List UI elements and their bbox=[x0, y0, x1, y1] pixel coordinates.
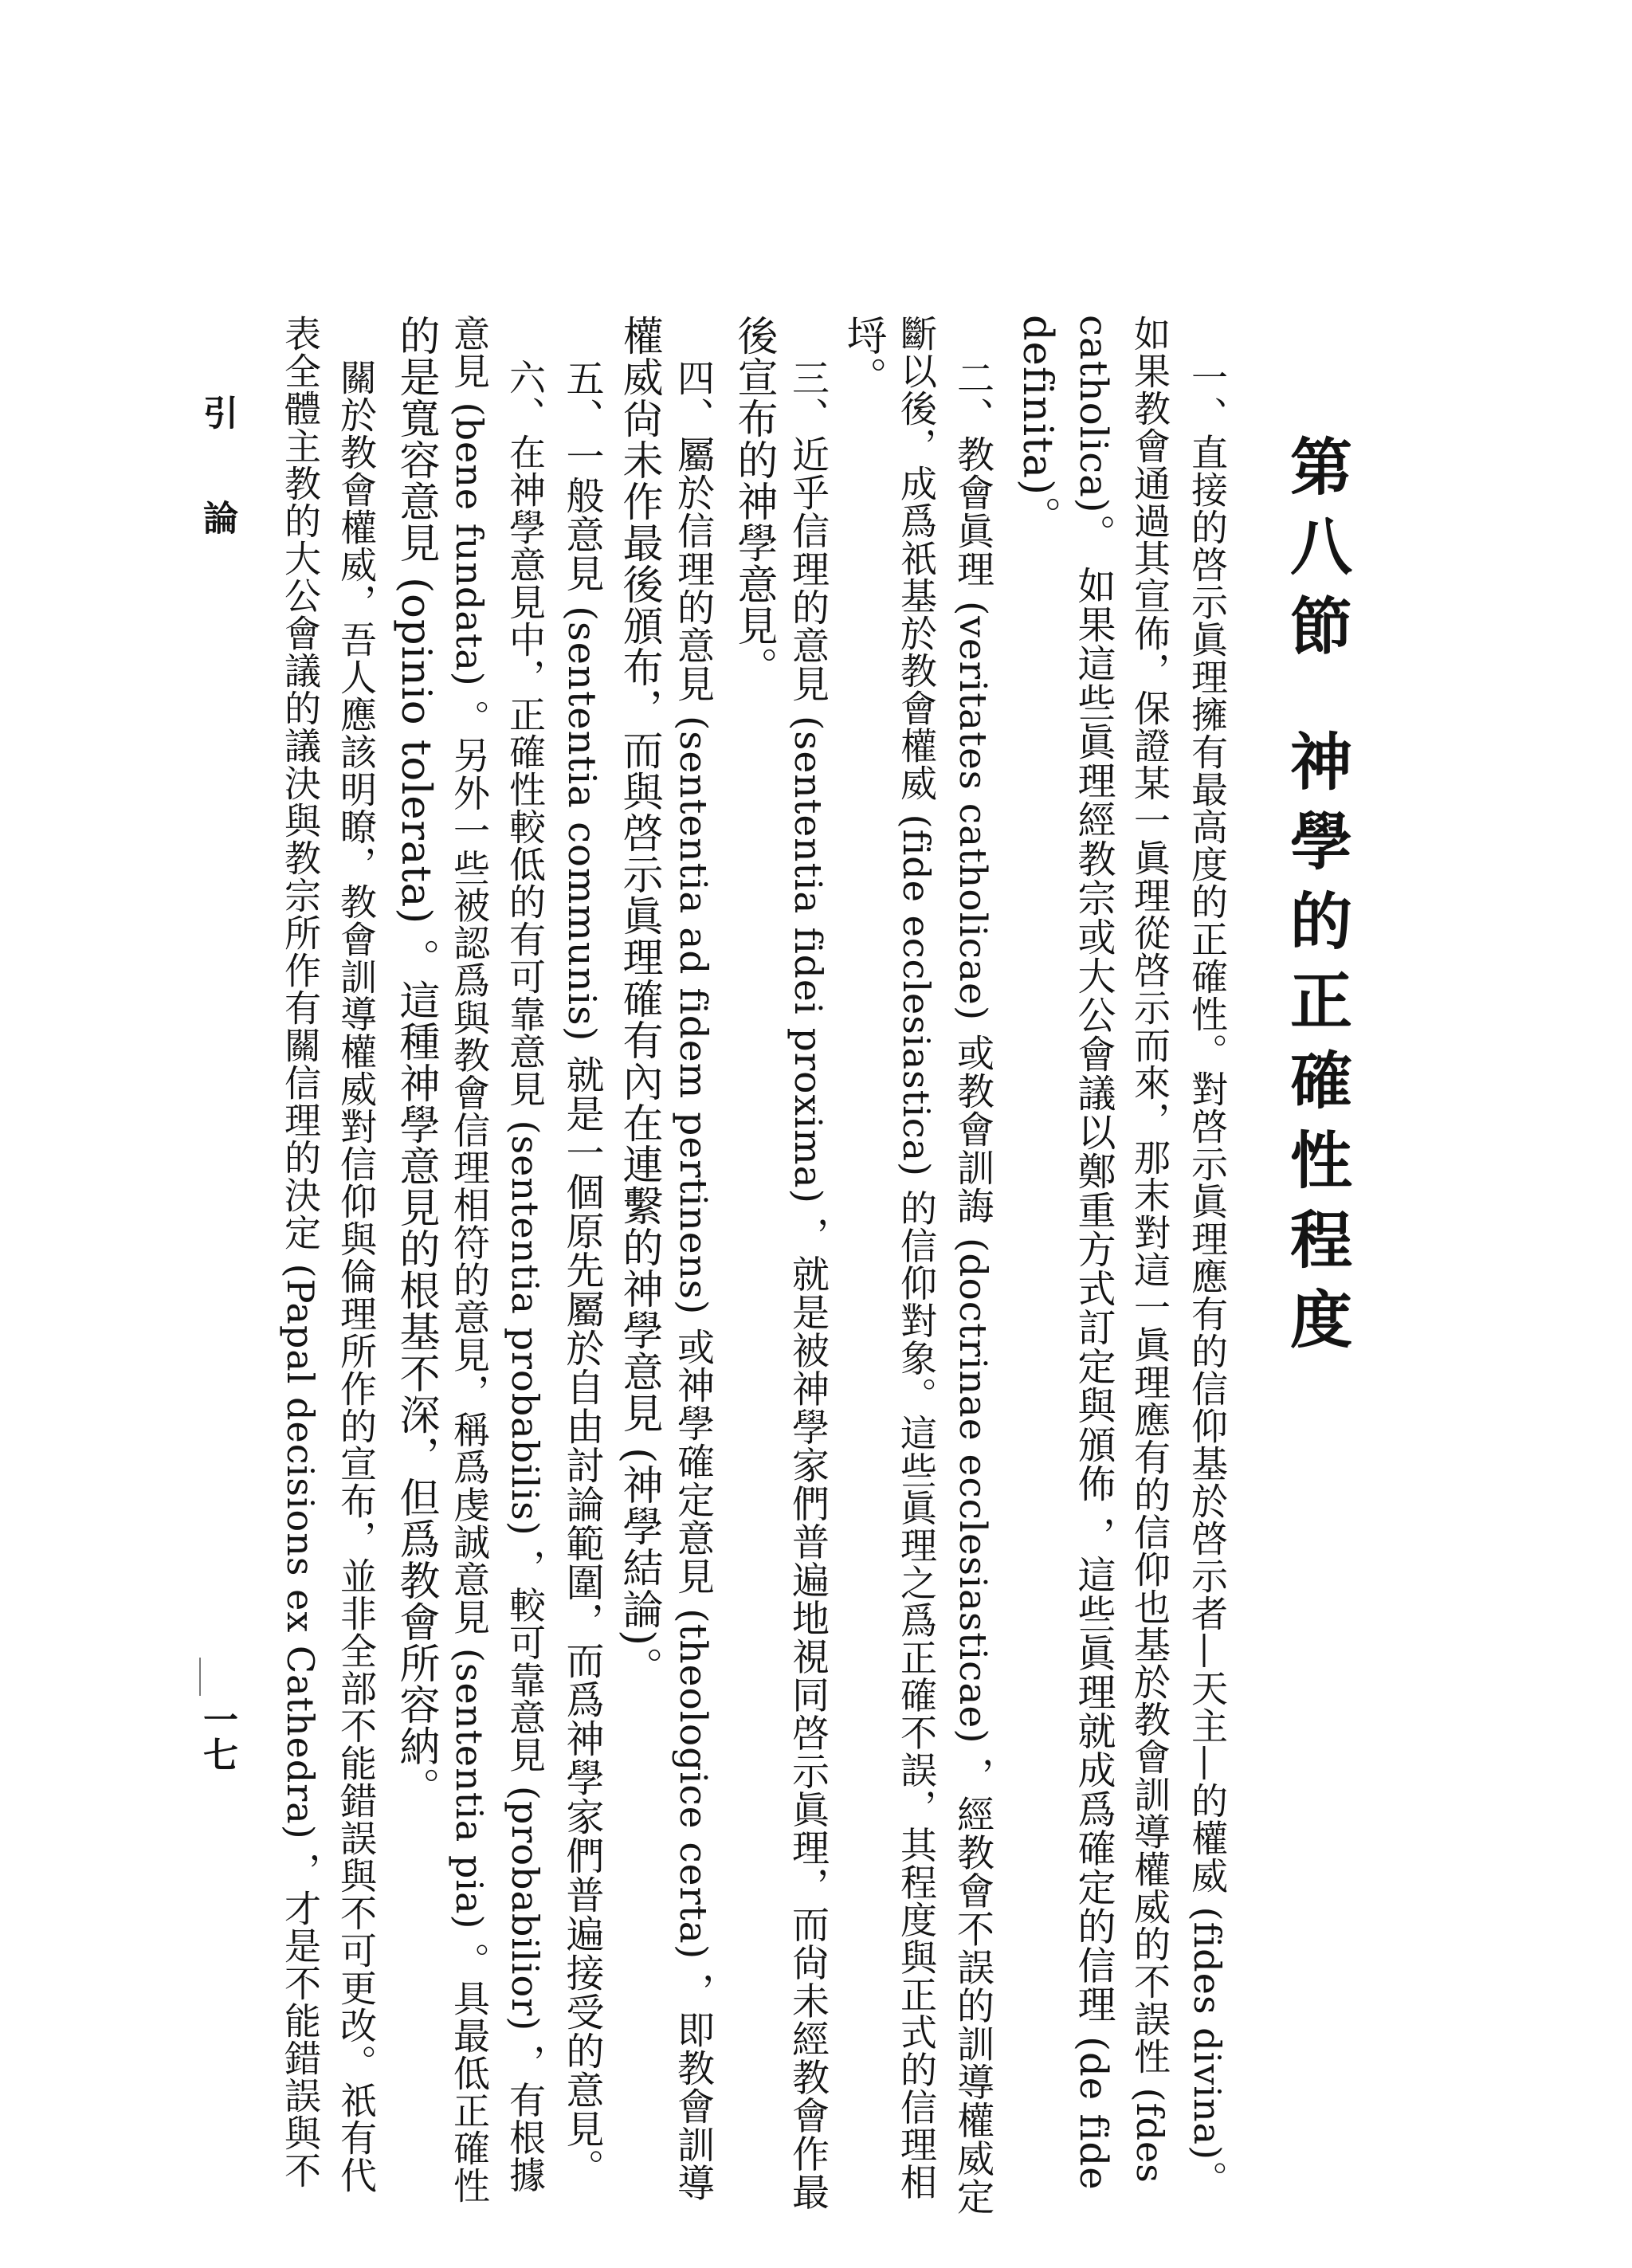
text-line: 意見 (bene fundata) 。另外一些被認爲與教會信理相符的意見，稱爲虔誠意見 (sententia pia) 。具最低正確性 bbox=[448, 315, 491, 2205]
text-line: 三、近乎信理的意見 (sententia fidei proxima) ，就是被神學家們普遍地視同啓示眞理，而尙未經教會作最 bbox=[786, 359, 830, 2211]
section-number: 第八節 bbox=[1280, 434, 1352, 673]
text-line: 五、一般意見 (sententia communis) 就是一個原先屬於自由討論範圍，而爲神學家們普遍接受的意見。 bbox=[559, 359, 604, 2188]
text-line: 關於教會權威，吾人應該明瞭，教會訓導權威對信仰與倫理所作的宣布，並非全部不能錯誤與不可更改。祇有代 bbox=[335, 359, 378, 2194]
text-line: definita)。 bbox=[1014, 315, 1061, 537]
page-number: 一七 bbox=[197, 1701, 237, 1772]
text-line: 二、教會眞理 (veritates catholicae) 或教會訓誨 (doctrinae ecclesiasticae) ，經教會不誤的訓導權威定 bbox=[951, 359, 994, 2216]
running-head: 引 論 bbox=[197, 394, 237, 535]
margin-mark bbox=[199, 1658, 201, 1696]
text-line: 的是寬容意見 (opinio tolerata) 。這種神學意見的根基不深，但爲教會所容納。 bbox=[392, 315, 439, 1809]
text-line: 權威尙未作最後頒布，而與啓示眞理確有內在連繫的神學意見 (神學結論)。 bbox=[615, 315, 662, 1689]
text-line: catholica)。 如果這些眞理經教宗或大公會議以鄭重方式訂定與頒佈 ，這些眞理就成爲確定的信理 (de fide bbox=[1071, 315, 1116, 2191]
section-title-text: 神學的正確性程度 bbox=[1280, 729, 1352, 1367]
text-line: 一、直接的啓示眞理擁有最高度的正確性。對啓示眞理應有的信仰基於啓示者—天主—的權威 (fides divina)。 bbox=[1186, 359, 1229, 2199]
text-line: 四、屬於信理的意見 (sententia ad fidem pertinens) 或神學確定意見 (theologice certa) ，即教會訓導 bbox=[671, 359, 715, 2203]
text-line: 斷以後，成爲祇基於教會權威 (fide ecclesiastica) 的信仰對象。這些眞理之爲正確不誤，其程度與正式的信理相 bbox=[895, 315, 938, 2201]
text-line: 如果教會通過其宣佈，保證某一眞理從啓示而來，那末對這一眞理應有的信仰也基於教會訓導權威的不誤性 (fdes bbox=[1128, 315, 1171, 2184]
text-line: 表全體主教的大公會議的議決與教宗所作有關信理的決定 (Papal decisions ex Cathedra) ，才是不能錯誤與不 bbox=[279, 315, 322, 2190]
section-title bbox=[1280, 434, 1352, 1367]
text-line: 六、在神學意見中，正確性較低的有可靠意見 (sententia probabilis) ，較可靠意見 (probabilior) ，有根據 bbox=[504, 359, 547, 2194]
text-line: 後宣布的神學意見。 bbox=[730, 315, 777, 688]
text-line: 埒。 bbox=[839, 315, 886, 398]
